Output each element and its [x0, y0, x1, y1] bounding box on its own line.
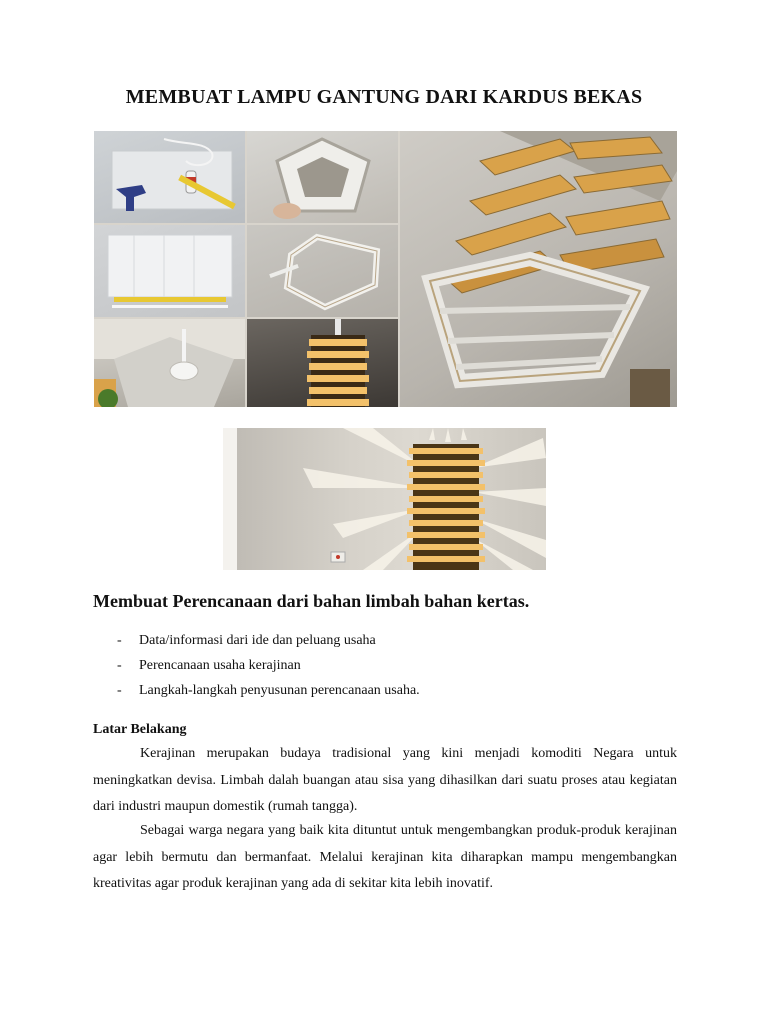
- bullet-text: Data/informasi dari ide dan peluang usaha: [139, 633, 376, 648]
- section-subheading: Membuat Perencanaan dari bahan limbah bahan kertas.: [93, 591, 530, 611]
- document-title: MEMBUAT LAMPU GANTUNG DARI KARDUS BEKAS: [125, 86, 643, 108]
- finished-lamp-closeup-illustration: [400, 131, 677, 407]
- craft-steps-collage: [94, 131, 677, 407]
- list-item: [93, 632, 693, 657]
- list-item: [93, 657, 693, 682]
- assembled-frames-illustration: [247, 225, 398, 317]
- materials-illustration: [94, 131, 245, 223]
- lamp-top-photo: [94, 319, 245, 407]
- pentagon-frame-illustration: [247, 131, 398, 223]
- bullet-dash: -: [117, 683, 122, 698]
- finished-lamp-closeup-photo: [400, 131, 677, 407]
- illuminated-lamp-photo: [223, 428, 546, 570]
- materials-photo: [94, 131, 245, 223]
- assembled-frames-photo: [247, 225, 398, 317]
- bullet-text: Perencanaan usaha kerajinan: [139, 658, 301, 673]
- bullet-dash: -: [117, 658, 122, 673]
- paragraph: Kerajinan merupakan budaya tradisional yang kini menjadi komoditi Negara untuk meningkatkan devisa. Limbah dalah buangan atau sisa yang dihasilkan dari suatu proses atau kegiatan dari industri maupun domestik (rumah tangga).: [93, 746, 677, 814]
- pentagon-frame-photo: [247, 131, 398, 223]
- cardboard-strips-photo: [94, 225, 245, 317]
- bullet-list: [93, 632, 693, 707]
- lit-lamp-photo: [247, 319, 398, 407]
- bullet-text: Langkah-langkah penyusunan perencanaan usaha.: [139, 683, 420, 698]
- illuminated-lamp-illustration: [223, 428, 546, 570]
- latar-belakang-heading: Latar Belakang: [93, 722, 187, 737]
- paragraph: Sebagai warga negara yang baik kita dituntut untuk mengembangkan produk-produk kerajinan agar lebih bermutu dan bermanfaat. Melalui kerajinan kita diharapkan mampu mengembangkan kreativitas agar produk kerajinan yang ada di sekitar kita lebih inovatif.: [93, 823, 677, 891]
- lamp-top-illustration: [94, 319, 245, 407]
- lit-lamp-illustration: [247, 319, 398, 407]
- list-item: [93, 682, 693, 707]
- cardboard-strips-illustration: [94, 225, 245, 317]
- bullet-dash: -: [117, 633, 122, 648]
